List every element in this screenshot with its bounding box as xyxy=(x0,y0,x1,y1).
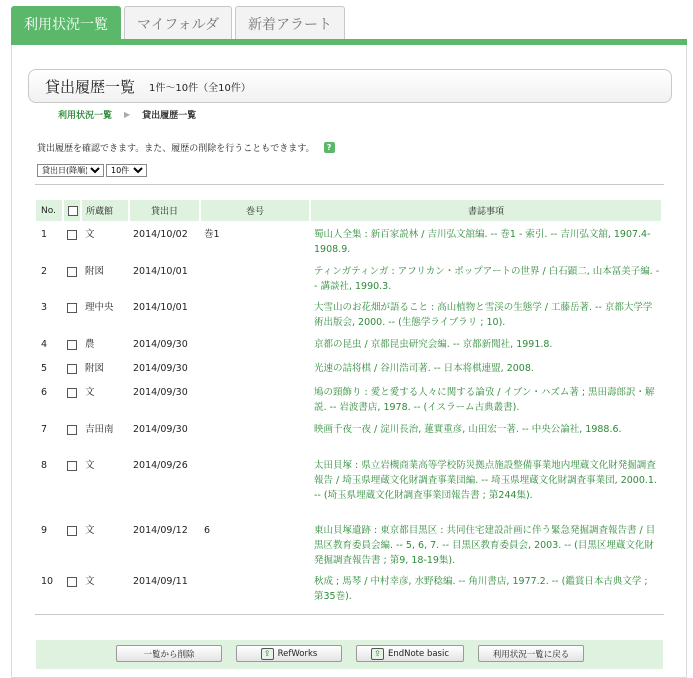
row-library: 文 xyxy=(85,387,95,398)
row-select-cell xyxy=(64,452,82,517)
row-volume: 巻1 xyxy=(204,229,220,240)
row-library: 文 xyxy=(85,229,95,240)
row-number: 4 xyxy=(41,339,48,350)
row-bib-link[interactable]: 鳩の頸飾り : 愛と愛する人々に関する論攷 / イブン・ハズム著 ; 黒田壽郎訳・解説. -- 岩波書店, 1978. -- (イスラーム古典叢書). xyxy=(314,387,655,413)
table-row xyxy=(36,221,663,258)
endnote-export-button[interactable] xyxy=(356,645,464,662)
row-number: 1 xyxy=(41,229,48,240)
row-number: 3 xyxy=(41,302,48,313)
row-bib-link[interactable]: 光速の詰将棋 / 谷川浩司著. -- 日本将棋連盟, 2008. xyxy=(314,363,534,374)
row-bib-link[interactable]: 映画千夜一夜 / 淀川長治, 蓮實重彦, 山田宏一著. -- 中央公論社, 1988.6. xyxy=(314,424,622,435)
row-volume xyxy=(201,331,311,355)
row-checkbox[interactable] xyxy=(67,340,77,350)
table-header-row xyxy=(36,200,663,221)
row-date: 2014/09/30 xyxy=(133,363,188,374)
table-row xyxy=(36,258,663,294)
tab-my-folder[interactable]: マイフォルダ xyxy=(124,6,232,40)
row-volume: 6 xyxy=(204,525,211,536)
row-volume xyxy=(201,568,311,604)
row-number: 5 xyxy=(41,363,48,374)
row-bib-link[interactable]: 太田貝塚 : 県立岩槻商業高等学校防災拠点施設整備事業地内埋蔵文化財発掘調査報告 / 埼玉県埋蔵文化財調査事業団編. -- 埼玉県埋蔵文化財調査事業団, 2000.1. -- (埼玉県埋蔵文化財調査事業団報告書 ; 第244集). xyxy=(314,460,657,501)
row-bib-link[interactable]: 東山貝塚遺跡 : 東京都目黒区 : 共同住宅建設計画に伴う緊急発掘調査報告書 / 目黒区教育委員会編. -- 5, 6, 7. -- 目黒区教育委員会, 2003. -- (目黒区埋蔵文化財発掘調査報告書 ; 第9, 18-19集). xyxy=(314,525,656,566)
sort-order-select[interactable] xyxy=(37,164,104,177)
row-library: 附図 xyxy=(85,363,105,374)
row-checkbox[interactable] xyxy=(67,425,77,435)
row-select-cell xyxy=(64,568,82,604)
row-date: 2014/09/30 xyxy=(133,424,188,435)
row-number: 10 xyxy=(41,576,54,587)
back-to-usage-button[interactable] xyxy=(478,645,584,662)
column-header-volume: 巻号 xyxy=(201,200,311,221)
breadcrumb-current: 貸出履歴一覧 xyxy=(142,111,197,121)
table-row xyxy=(36,331,663,355)
row-bib-link[interactable]: 大雪山のお花畑が語ること : 高山植物と雪渓の生態学 / 工藤岳著. -- 京都大学学術出版会, 2000. -- (生態学ライブラリ ; 10). xyxy=(314,302,653,328)
row-volume xyxy=(201,452,311,517)
remove-button-label: 一覧から削除 xyxy=(143,649,195,660)
tab-usage-status[interactable]: 利用状況一覧 xyxy=(11,6,121,40)
row-volume xyxy=(201,416,311,452)
row-library: 理中央 xyxy=(85,302,114,313)
row-checkbox[interactable] xyxy=(67,267,77,277)
column-header-date: 貸出日 xyxy=(130,200,201,221)
breadcrumb-separator-icon: ▶ xyxy=(124,110,131,119)
table-row xyxy=(36,355,663,379)
row-date: 2014/09/26 xyxy=(133,460,188,471)
breadcrumb-link-usage[interactable]: 利用状況一覧 xyxy=(58,111,113,121)
loan-history-table xyxy=(36,200,663,604)
row-volume xyxy=(201,258,311,294)
row-number: 9 xyxy=(41,525,48,536)
row-bib-link[interactable]: 秋成 ; 馬琴 / 中村幸彦, 水野稔編. -- 角川書店, 1977.2. -- (鑑賞日本古典文学 ; 第35巻). xyxy=(314,576,648,602)
help-icon[interactable]: ? xyxy=(324,142,335,153)
row-select-cell xyxy=(64,294,82,331)
remove-from-list-button[interactable] xyxy=(116,645,222,662)
export-icon: ⇪ xyxy=(371,648,384,660)
row-volume xyxy=(201,294,311,331)
row-select-cell xyxy=(64,355,82,379)
row-bib-link[interactable]: ティンガティンガ : アフリカン・ポップアートの世界 / 白石顕二, 山本冨美子編. -- 講談社, 1990.3. xyxy=(314,266,660,292)
table-row xyxy=(36,452,663,517)
action-bar xyxy=(36,640,663,669)
row-library: 附図 xyxy=(85,266,105,277)
row-number: 6 xyxy=(41,387,48,398)
row-select-cell xyxy=(64,331,82,355)
divider-bottom xyxy=(35,614,664,615)
description-text: 貸出履歴を確認できます。また、履歴の削除を行うこともできます。 xyxy=(37,144,315,154)
table-row xyxy=(36,294,663,331)
row-checkbox[interactable] xyxy=(67,577,77,587)
breadcrumb xyxy=(58,108,196,121)
page-header xyxy=(28,69,672,103)
row-library: 吉田南 xyxy=(85,424,114,435)
row-select-cell xyxy=(64,416,82,452)
row-select-cell xyxy=(64,517,82,568)
result-total: （全10件） xyxy=(198,82,251,94)
row-select-cell xyxy=(64,221,82,258)
result-range: 1件～10件 xyxy=(149,82,199,94)
row-volume xyxy=(201,355,311,379)
per-page-select[interactable] xyxy=(106,164,147,177)
row-number: 7 xyxy=(41,424,48,435)
row-date: 2014/09/30 xyxy=(133,339,188,350)
table-row xyxy=(36,416,663,452)
page-title: 貸出履歴一覧 xyxy=(45,77,136,96)
row-date: 2014/09/30 xyxy=(133,387,188,398)
row-checkbox[interactable] xyxy=(67,303,77,313)
row-checkbox[interactable] xyxy=(67,526,77,536)
select-all-checkbox[interactable] xyxy=(68,206,78,216)
row-select-cell xyxy=(64,258,82,294)
endnote-button-label: EndNote basic xyxy=(387,648,450,659)
row-library: 文 xyxy=(85,460,95,471)
tab-bar xyxy=(11,6,345,40)
row-checkbox[interactable] xyxy=(67,388,77,398)
refworks-button-label: RefWorks xyxy=(277,648,318,659)
row-bib-link[interactable]: 京都の昆虫 / 京都昆虫研究会編. -- 京都新聞社, 1991.8. xyxy=(314,339,553,350)
row-checkbox[interactable] xyxy=(67,364,77,374)
row-library: 農 xyxy=(85,339,95,350)
row-checkbox[interactable] xyxy=(67,461,77,471)
table-row xyxy=(36,568,663,604)
list-controls xyxy=(37,164,147,177)
row-date: 2014/10/01 xyxy=(133,266,188,277)
refworks-export-button[interactable] xyxy=(236,645,342,662)
description-row xyxy=(37,141,335,154)
row-checkbox[interactable] xyxy=(67,230,77,240)
row-date: 2014/10/02 xyxy=(133,229,188,240)
column-header-no: No. xyxy=(36,200,64,221)
tab-new-alert[interactable]: 新着アラート xyxy=(235,6,345,40)
row-number: 8 xyxy=(41,460,48,471)
row-select-cell xyxy=(64,379,82,416)
back-button-label: 利用状況一覧に戻る xyxy=(492,649,570,660)
row-date: 2014/10/01 xyxy=(133,302,188,313)
row-date: 2014/09/11 xyxy=(133,576,188,587)
column-header-bib: 書誌事項 xyxy=(311,200,663,221)
row-bib-link[interactable]: 蜀山人全集 : 新百家説林 / 吉川弘文舘編. -- 巻1 - 索引. -- 吉川弘文舘, 1907.4-1908.9. xyxy=(314,229,651,255)
column-header-library: 所蔵館 xyxy=(82,200,130,221)
table-row xyxy=(36,517,663,568)
table-row xyxy=(36,379,663,416)
export-icon: ⇪ xyxy=(261,648,274,660)
row-library: 文 xyxy=(85,576,95,587)
row-date: 2014/09/12 xyxy=(133,525,188,536)
divider-top xyxy=(35,184,664,185)
row-number: 2 xyxy=(41,266,48,277)
column-header-select xyxy=(64,200,82,221)
row-library: 文 xyxy=(85,525,95,536)
row-volume xyxy=(201,379,311,416)
